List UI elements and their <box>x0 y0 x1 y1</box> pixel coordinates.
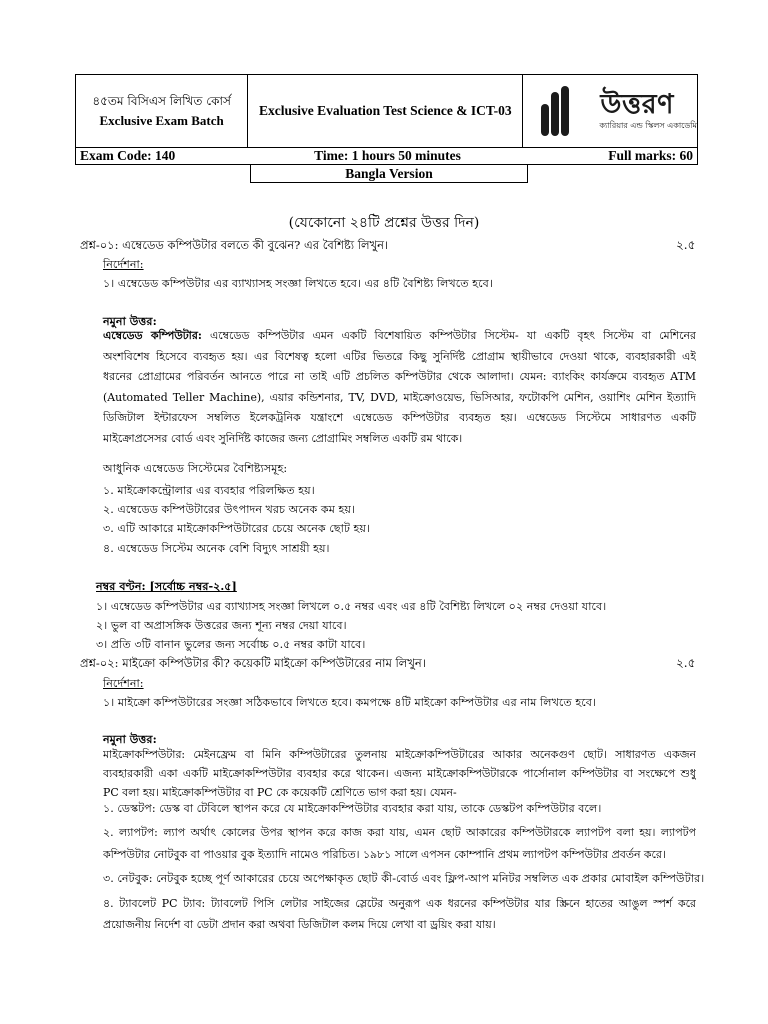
q1-answer-paragraph <box>103 326 696 450</box>
q2-item-tablet <box>103 893 696 935</box>
question-1-marks: ২.৫ <box>676 238 696 252</box>
q1-feature-item: ৩. এটি আকারে মাইক্রোকম্পিউটারের চেয়ে অনেক ছোট হয়। <box>103 522 370 535</box>
q1-answer-term: এম্বেডেড কম্পিউটার: <box>103 329 202 342</box>
general-instruction: (যেকোনো ২৪টি প্রশ্নের উত্তর দিন) <box>288 215 480 231</box>
logo-cell <box>523 75 697 147</box>
logo-tagline: ক্যারিয়ার এন্ড স্কিলস একাডেমি <box>599 120 697 130</box>
brand-logo <box>541 86 697 136</box>
q1-guideline-label: নির্দেশনা: <box>103 258 144 271</box>
q1-feature-item: ১. মাইক্রোকন্ট্রোলার এর ব্যবহার পরিলক্ষিত হয়। <box>103 484 315 497</box>
exam-time: Time: 1 hours 50 minutes <box>314 148 461 163</box>
q1-distribution-item: ২। ভুল বা অপ্রাসঙ্গিক উত্তরের জন্য শূন্য নম্বর দেয়া যাবে। <box>96 619 347 632</box>
q1-distribution-label: নম্বর বণ্টন: [সর্বোচ্চ নম্বর-২.৫] <box>96 579 237 593</box>
logo-mark-icon <box>541 86 571 136</box>
question-2-marks: ২.৫ <box>676 656 696 670</box>
q2-item-line: ৪. ট্যাবলেট PC ট্যাব: ট্যাবলেট পিসি লেটার সাইজের স্লেটের অনুরূপ এক ধরনের কম্পিউটার যার স্ক্রিনে হাতের আঙুল স্পর্শ করে <box>103 897 696 910</box>
exam-info-row <box>75 148 698 165</box>
q1-answer-line: অংশবিশেষ হিসেবে ব্যবহৃত হয়। এর বিশেষত্ব হলো এটির ভিতরে কিছু সুনির্দিষ্ট প্রোগ্রাম স্থায়ীভাবে দেওয়া থাকে, ব্যবহারকারী এই <box>103 349 696 363</box>
q1-guideline: ১। এম্বেডেড কম্পিউটার এর ব্যাখ্যাসহ সংজ্ঞা লিখতে হবে। এর ৪টি বৈশিষ্ট্য লিখতে হবে। <box>103 277 493 290</box>
test-name: Exclusive Evaluation Test Science & ICT-03 <box>258 103 512 118</box>
q1-feature-item: ৪. এম্বেডেড সিস্টেম অনেক বেশি বিদ্যুৎ সাশ্রয়ী হয়। <box>103 542 330 555</box>
q2-item-netbook: ৩. নেটবুক: নেটবুক হচ্ছে পূর্ণ আকারের চেয়ে অপেক্ষাকৃত ছোট কী-বোর্ড এবং ফ্লিপ-আপ মনিটর সম্বলিত এক প্রকার মোবাইল কম্পিউটার। <box>103 872 705 885</box>
question-1-title: প্রশ্ন-০১: এম্বেডেড কম্পিউটার বলতে কী বুঝেন? এর বৈশিষ্ট্য লিখুন। <box>80 238 389 252</box>
q1-answer-line: এম্বেডেড কম্পিউটার এমন একটি বিশেষায়িত কম্পিউটার সিস্টেম- যা একটি বৃহৎ সিস্টেম বা মেশিনের <box>209 329 696 342</box>
q1-distribution-item: ১। এম্বেডেড কম্পিউটার এর ব্যাখ্যাসহ সংজ্ঞা লিখলে ০.৫ নম্বর এবং এর ৪টি বৈশিষ্ট্য লিখলে ০২ নম্বর দেওয়া যাবে। <box>96 600 607 613</box>
q1-feature-item: ২. এম্বেডেড কম্পিউটারের উৎপাদন খরচ অনেক কম হয়। <box>103 503 355 516</box>
q1-features-title: আধুনিক এম্বেডেড সিস্টেমের বৈশিষ্ট্যসমূহ: <box>103 462 288 475</box>
q1-answer-line: ডিজিটাল ইন্টারফেস সম্বলিত ইলেকট্রনিক যন্ত্রাংশে এম্বেডেড কম্পিউটার ব্যবহৃত হয়। এম্বেডেড সিস্টেমে সাধারণত একটি <box>103 411 696 425</box>
question-2-title: প্রশ্ন-০২: মাইক্রো কম্পিউটার কী? কয়েকটি মাইক্রো কম্পিউটারের নাম লিখুন। <box>80 656 426 670</box>
q1-answer-label: নমুনা উত্তর: <box>103 314 157 328</box>
course-line-1: ৪৫তম বিসিএস লিখিত কোর্স <box>92 94 231 108</box>
version-label: Bangla Version <box>250 165 528 183</box>
header-table <box>75 74 698 148</box>
q2-answer-paragraph <box>103 745 696 802</box>
q2-guideline-label: নির্দেশনা: <box>103 677 144 690</box>
q1-answer-line: মাইক্রোপ্রসেসর বোর্ড এবং সুনির্দিষ্ট কাজের জন্য প্রোগ্রামিং সম্বলিত একটি রম থাকে। <box>103 431 463 445</box>
q2-answer-line: মাইক্রোকম্পিউটার: মেইনফ্রেম বা মিনি কম্পিউটারের তুলনায় মাইক্রোকম্পিউটারের আকার অনেকগুণ ছোট। সাধারণত একজন <box>103 748 696 761</box>
logo-name: উত্তরণ <box>600 88 674 120</box>
course-line-2: Exclusive Exam Batch <box>99 113 224 128</box>
course-cell <box>76 75 248 147</box>
q2-item-line: ২. ল্যাপটপ: ল্যাপ অর্থাৎ কোলের উপর স্থাপন করে কাজ করা যায়, এমন ছোট আকারের কম্পিউটারকে ল্যাপটপ বলা হয়। ল্যাপটপ <box>103 826 696 839</box>
q1-distribution-item: ৩। প্রতি ৩টি বানান ভুলের জন্য সর্বোচ্চ ০.৫ নম্বর কাটা যাবে। <box>96 638 366 651</box>
test-name-cell <box>248 75 523 147</box>
full-marks: Full marks: 60 <box>608 148 693 163</box>
q2-answer-line: PC বলা হয়। মাইক্রোকম্পিউটার বা PC কে কয়েকটি শ্রেণিতে ভাগ করা হয়। যেমন- <box>103 786 457 799</box>
q2-guideline: ১। মাইক্রো কম্পিউটারের সংজ্ঞা সঠিকভাবে লিখতে হবে। কমপক্ষে ৪টি মাইক্রো কম্পিউটার এর নাম লিখতে হবে। <box>103 696 596 709</box>
q2-item-desktop: ১. ডেস্কটপ: ডেস্ক বা টেবিলে স্থাপন করে যে মাইক্রোকম্পিউটার ব্যবহার করা যায়, তাকে ডেস্কটপ কম্পিউটার বলে। <box>103 802 602 815</box>
exam-code: Exam Code: 140 <box>80 148 176 163</box>
q2-answer-line: ব্যবহারকারী একা একটি মাইক্রোকম্পিউটার ব্যবহার করে থাকেন। এজন্য মাইক্রোকম্পিউটারকে পার্সোনাল কম্পিউটার বা সংক্ষেপে শুধু <box>103 767 696 780</box>
q2-answer-label: নমুনা উত্তর: <box>103 732 157 746</box>
q1-answer-line: (Automated Teller Machine), এয়ার কন্ডিশনার, TV, DVD, মাইক্রোওয়েভ, ভিসিআর, ফটোকপি মেশিন, ওয়াশিং মেশিন ইত্যাদি <box>103 390 696 404</box>
q2-item-line: প্রয়োজনীয় নির্দেশ বা ডেটা প্রদান করা অথবা ডিজিটাল কলম দিয়ে লেখা বা ড্রয়িং করা যায়। <box>103 918 496 931</box>
q1-answer-line: ধরনের প্রোগ্রামের পরিবর্তন আনতে পারে না তাই এটি প্রচলিত কম্পিউটার থেকে আলাদা। যেমন: ব্যাংকিং কার্যক্রমে ব্যবহৃত ATM <box>103 370 696 384</box>
q2-item-line: কম্পিউটার নোটবুক বা পাওয়ার বুক ইত্যাদি নামেও পরিচিত। ১৯৮১ সালে এপসন কোম্পানি প্রথম ল্যাপটপ কম্পিউটার প্রবর্তন করে। <box>103 848 666 861</box>
q2-item-laptop <box>103 822 696 866</box>
